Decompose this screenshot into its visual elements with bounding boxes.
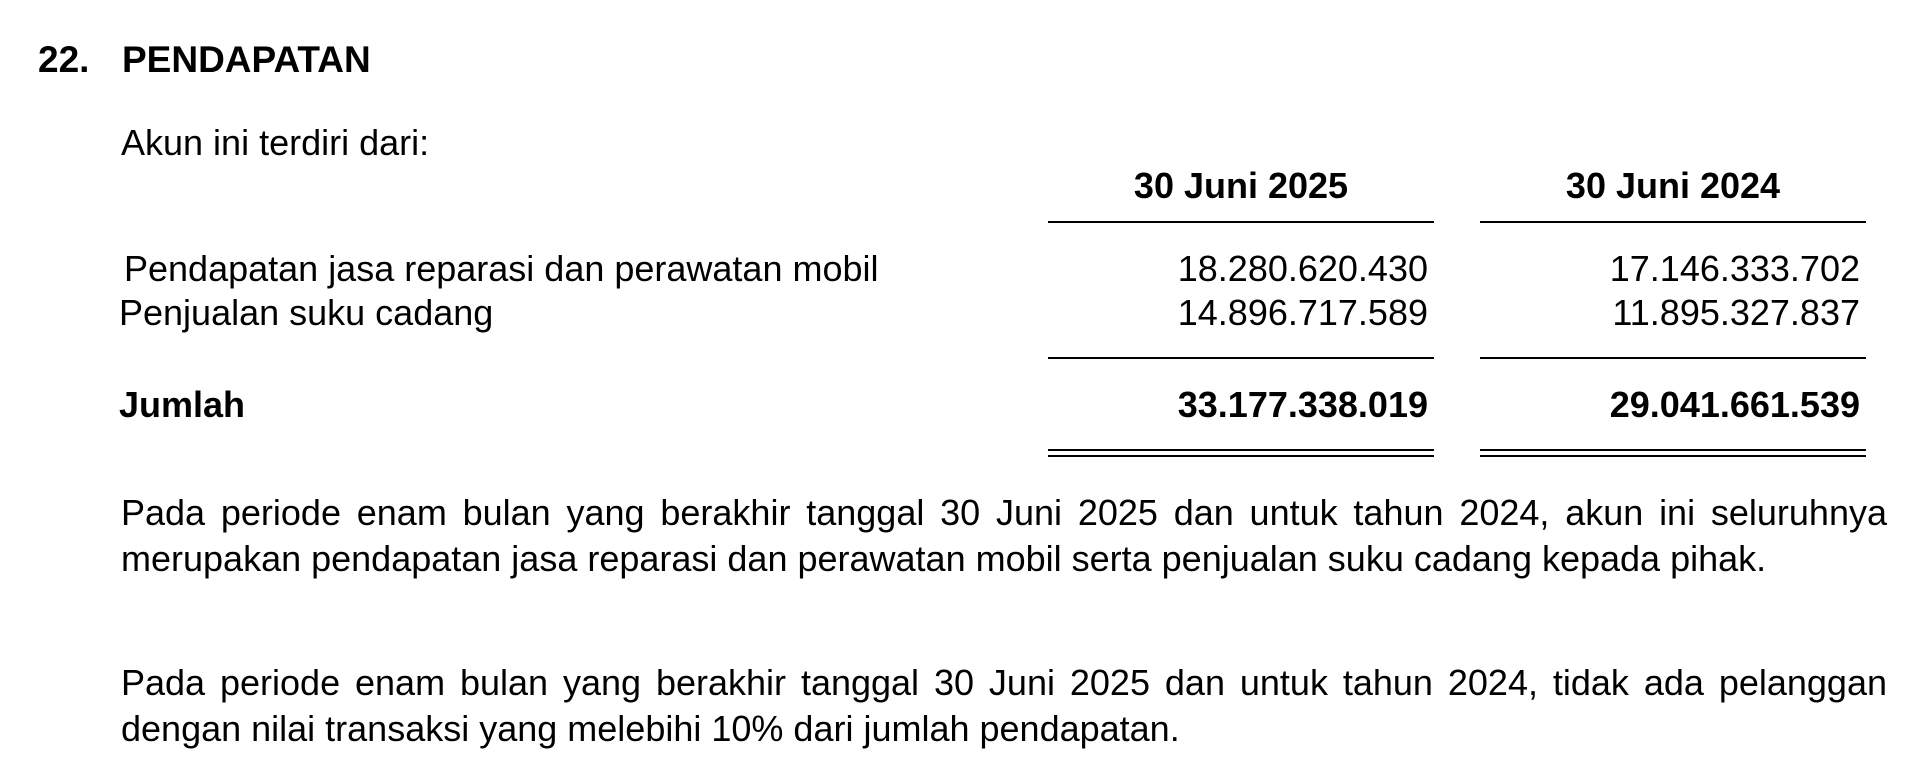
total-double-rule-2025 xyxy=(1048,449,1434,457)
row-value-2025: 14.896.717.589 xyxy=(1177,292,1428,333)
intro-text: Akun ini terdiri dari: xyxy=(121,122,430,163)
total-value-2025: 33.177.338.019 xyxy=(1177,384,1428,425)
section-heading xyxy=(38,38,371,82)
section-number: 22. xyxy=(38,39,90,80)
column-header-2025: 30 Juni 2025 xyxy=(1133,165,1349,206)
total-value-2024: 29.041.661.539 xyxy=(1609,384,1860,425)
total-double-rule-2024 xyxy=(1480,449,1866,457)
row-value-2024: 17.146.333.702 xyxy=(1609,248,1860,289)
subtotal-rule-2025 xyxy=(1048,357,1434,359)
subtotal-rule-2024 xyxy=(1480,357,1866,359)
section-title: PENDAPATAN xyxy=(122,39,371,80)
paragraph-1: Pada periode enam bulan yang berakhir tanggal 30 Juni 2025 dan untuk tahun 2024, akun ini seluruhnya merupakan pendapatan jasa reparasi dan perawatan mobil serta penjualan suku cadang kepada pihak. xyxy=(121,492,1887,579)
header-rule-2025 xyxy=(1048,221,1434,223)
paragraph-2: Pada periode enam bulan yang berakhir tanggal 30 Juni 2025 dan untuk tahun 2024, tidak ada pelanggan dengan nilai transaksi yang melebihi 10% dari jumlah pendapatan. xyxy=(121,662,1887,749)
row-label: Penjualan suku cadang xyxy=(119,292,494,333)
total-label: Jumlah xyxy=(119,384,246,425)
row-value-2025: 18.280.620.430 xyxy=(1177,248,1428,289)
row-value-2024: 11.895.327.837 xyxy=(1612,292,1860,333)
header-rule-2024 xyxy=(1480,221,1866,223)
row-label: Pendapatan jasa reparasi dan perawatan mobil xyxy=(124,248,879,289)
column-header-2024: 30 Juni 2024 xyxy=(1565,165,1781,206)
